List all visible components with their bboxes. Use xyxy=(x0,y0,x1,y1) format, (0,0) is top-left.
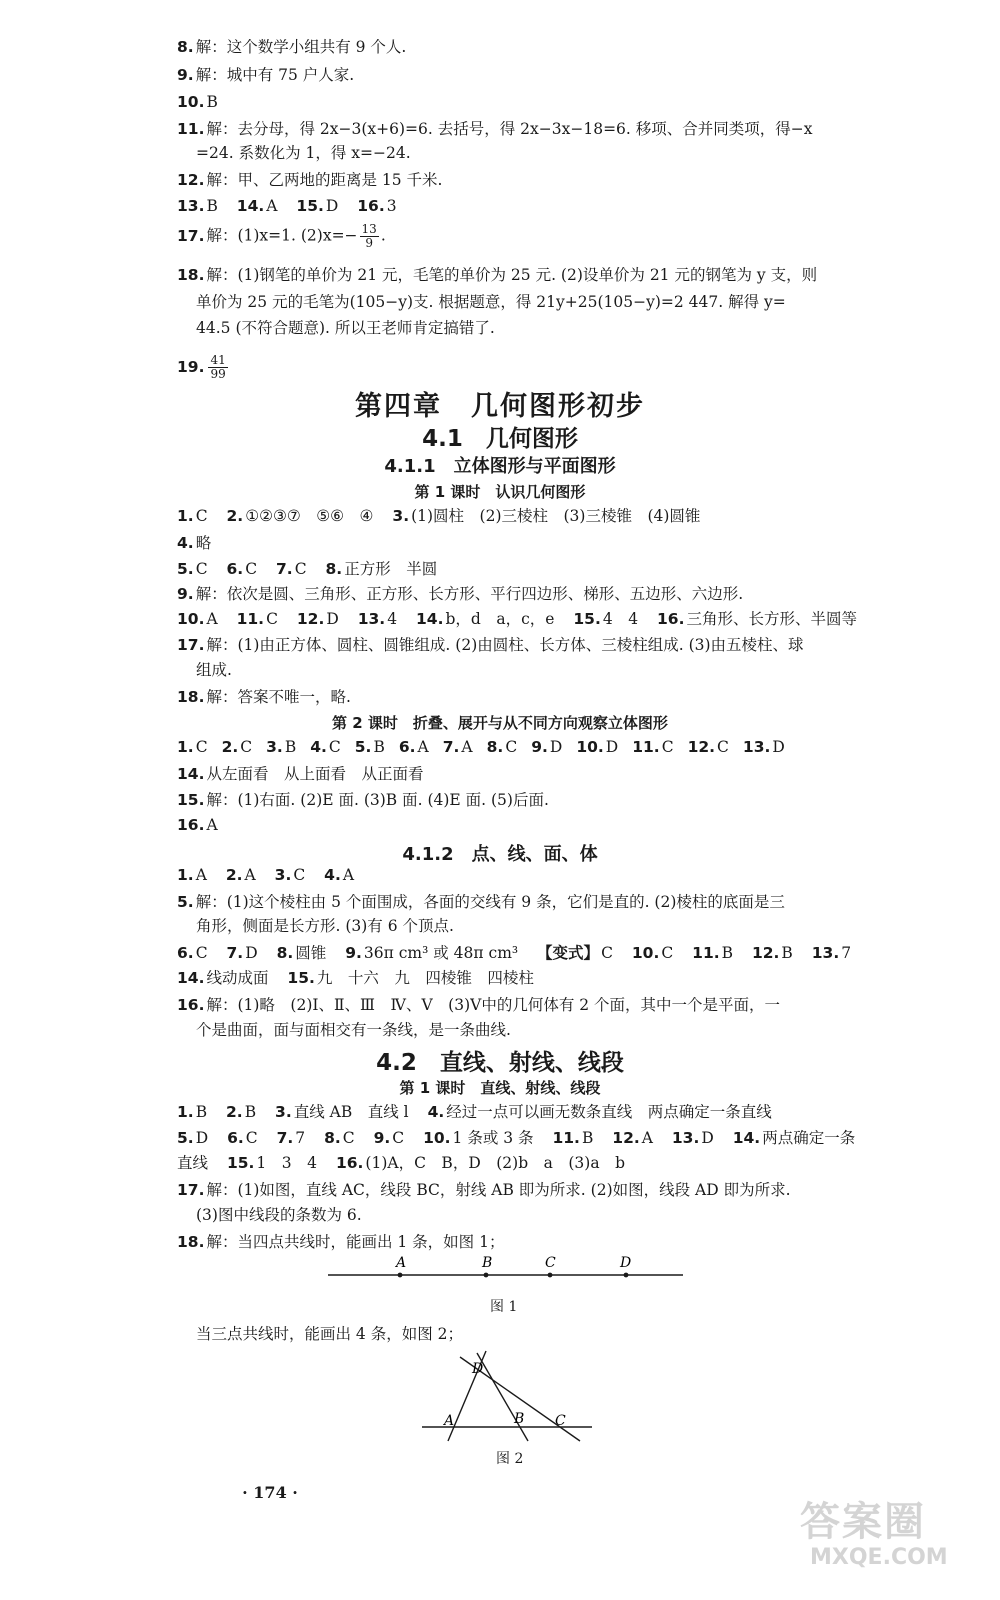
question-number: 5. xyxy=(354,738,372,756)
answer-11: 11. 解：去分母，得 2x−3(x+6)=6. 去括号，得 2x−3x−18=6. 移项、合并同类项，得−x xyxy=(177,120,813,138)
answer-19: 19. $\frac{41}{99}$ xyxy=(177,353,226,381)
fig2-label-d: D xyxy=(472,1361,484,1377)
page-number: · 174 · xyxy=(242,1483,298,1502)
answer-12: 12. 解：甲、乙两地的距离是 15 千米. xyxy=(177,171,443,189)
answer-value: C xyxy=(717,738,729,756)
fig1-label-a: A xyxy=(396,1255,407,1271)
l2-row-1 xyxy=(177,736,785,758)
fig1-label-c: C xyxy=(545,1255,556,1271)
lesson-title: 第 1 课时 认识几何图形 xyxy=(414,483,586,501)
fig1-label-d: D xyxy=(620,1255,632,1271)
subsection-title-2: 4.1.2 点、线、面、体 xyxy=(402,844,598,865)
fig1-point-d xyxy=(624,1273,629,1278)
l3-row-5: 5. 解：(1)这个棱柱由 5 个面围成，各面的交线有 9 条，它们是直的. (2)棱柱的底面是三 xyxy=(177,893,785,911)
answer-18: 18. 解：(1)钢笔的单价为 21 元，毛笔的单价为 25 元. (2)设单价为 21 元的钢笔为 y 支，则 xyxy=(177,266,818,284)
l4-row-5b: 直线 15. 1 3 4 16. (1)A，C B，D (2)b a (3)a b xyxy=(177,1154,625,1172)
fraction: $\frac{13}{9}$ xyxy=(361,222,377,250)
fig1-label-b: B xyxy=(482,1255,493,1271)
answer-value: A xyxy=(417,738,429,756)
fig1-point-a xyxy=(398,1273,403,1278)
question-number: 1. xyxy=(177,738,194,756)
question-number: 8. xyxy=(486,738,504,756)
answers-13-16: 13. B 14. A 15. D 16. 3 xyxy=(177,197,397,215)
figure-1 xyxy=(320,1250,700,1290)
l1-row-17: 17. 解：(1)由正方体、圆柱、圆锥组成. (2)由圆柱、长方体、三棱柱组成. (3)由五棱柱、球 xyxy=(177,636,804,654)
l2-row-16: 16. A xyxy=(177,816,218,834)
figure-2-caption: 图 2 xyxy=(496,1451,524,1467)
question-number: 12. xyxy=(687,738,716,756)
answer-value: C xyxy=(505,738,518,756)
question-number: 10. xyxy=(576,738,604,756)
answer-8: 8. 解：这个数学小组共有 9 个人. xyxy=(177,38,407,56)
mid-text: 当三点共线时，能画出 4 条，如图 2； xyxy=(196,1325,464,1343)
chapter-title: 第四章 几何图形初步 xyxy=(355,391,645,422)
l1-row-1: 1. C 2. ①②③⑦ ⑤⑥ ④ 3. (1)圆柱 (2)三棱柱 (3)三棱锥 (4)圆锥 xyxy=(177,507,701,525)
l1-row-4: 4. 略 xyxy=(177,534,212,552)
answer-11-cont: =24. 系数化为 1，得 x=−24. xyxy=(196,144,411,162)
l3-row-6: 6. C 7. D 8. 圆锥 9. 36π cm³ 或 48π cm³ 【变式】 C 10. C 11. B 12. B 13. 7 xyxy=(177,944,852,962)
lesson-title-3: 第 1 课时 直线、射线、线段 xyxy=(399,1079,601,1097)
watermark-url: MXQE.COM xyxy=(810,1545,948,1570)
answer-value: D xyxy=(605,738,619,756)
l3-row-16: 16. 解：(1)略 (2)Ⅰ、Ⅱ、Ⅲ Ⅳ、Ⅴ (3)Ⅴ中的几何体有 2 个面，其中一个是平面，一 xyxy=(177,996,781,1014)
question-number: 9. xyxy=(531,738,548,756)
fig1-point-b xyxy=(484,1273,489,1278)
answer-9: 9. 解：城中有 75 户人家. xyxy=(177,66,355,84)
answer-value: D xyxy=(772,738,785,756)
fig2-label-b: B xyxy=(514,1411,525,1427)
subsection-title: 4.1.1 立体图形与平面图形 xyxy=(384,456,616,477)
section-title: 4.1 几何图形 xyxy=(422,426,578,452)
l1-row-5: 5. C 6. C 7. C 8. 正方形 半圆 xyxy=(177,560,438,578)
fig1-point-c xyxy=(548,1273,553,1278)
l4-row-18: 18. 解：当四点共线时，能画出 1 条，如图 1； xyxy=(177,1233,505,1251)
section-title-2: 4.2 直线、射线、线段 xyxy=(376,1050,624,1076)
fig2-label-a: A xyxy=(444,1413,455,1429)
l4-row-17-cont: (3)图中线段的条数为 6. xyxy=(196,1206,362,1224)
question-number: 6. xyxy=(398,738,416,756)
answer-17: 17. 解：(1)x=1. (2)x=− $\frac{13}{9}$ . xyxy=(177,222,386,250)
answer-value: D xyxy=(549,738,563,756)
watermark-logo: 答案圈 xyxy=(800,1499,926,1545)
answer-value: B xyxy=(373,738,385,756)
l2-row-15: 15. 解：(1)右面. (2)E 面. (3)B 面. (4)E 面. (5)后面. xyxy=(177,791,549,809)
l4-row-1: 1. B 2. B 3. 直线 AB 直线 l 4. 经过一点可以画无数条直线 两点确定一条直线 xyxy=(177,1103,772,1121)
question-number: 4. xyxy=(310,738,327,756)
fraction: $\frac{41}{99}$ xyxy=(210,353,226,381)
lesson-title-2: 第 2 课时 折叠、展开与从不同方向观察立体图形 xyxy=(332,714,668,732)
answer-value: C xyxy=(661,738,674,756)
figure-2 xyxy=(420,1345,600,1445)
l1-row-18: 18. 解：答案不唯一，略. xyxy=(177,688,351,706)
l4-row-5: 5. D 6. C 7. 7 8. C 9. C 10. 1 条或 3 条 11. B 12. A 13. D 14. 两点确定一条 xyxy=(177,1129,856,1147)
figure-1-caption: 图 1 xyxy=(490,1299,518,1315)
answer-10: 10. B xyxy=(177,93,218,111)
question-number: 2. xyxy=(221,738,239,756)
question-number: 7. xyxy=(442,738,460,756)
answer-value: C xyxy=(240,738,253,756)
l1-row-17-cont: 组成. xyxy=(196,661,232,679)
answer-18-cont2: 44.5 (不符合题意). 所以王老师肯定搞错了. xyxy=(196,319,495,337)
answer-value: A xyxy=(461,738,473,756)
answer-18-cont: 单价为 25 元的毛笔为(105−y)支. 根据题意，得 21y+25(105−y)=2 447. 解得 y= xyxy=(196,293,786,311)
l3-row-5-cont: 角形，侧面是长方形. (3)有 6 个顶点. xyxy=(196,917,454,935)
question-number: 13. xyxy=(742,738,771,756)
l3-row-14: 14. 线动成面 15. 九 十六 九 四棱锥 四棱柱 xyxy=(177,969,534,987)
l4-row-17: 17. 解：(1)如图，直线 AC，线段 BC，射线 AB 即为所求. (2)如图，线段 AD 即为所求. xyxy=(177,1181,791,1199)
l3-row-16-cont: 个是曲面，面与面相交有一条线，是一条曲线. xyxy=(196,1021,511,1039)
question-number: 3. xyxy=(266,738,283,756)
fig2-label-c: C xyxy=(555,1413,566,1429)
answer-value: B xyxy=(284,738,297,756)
question-number: 11. xyxy=(632,738,660,756)
fig2-line-bd xyxy=(477,1353,528,1441)
answer-value: C xyxy=(328,738,341,756)
answer-value: C xyxy=(195,738,208,756)
l2-row-14: 14. 从左面看 从上面看 从正面看 xyxy=(177,765,424,783)
l1-row-10: 10. A 11. C 12. D 13. 4 14. b，d a，c，e 15. 4 4 16. 三角形、长方形、半圆等 xyxy=(177,610,857,628)
l1-row-9: 9. 解：依次是圆、三角形、正方形、长方形、平行四边形、梯形、五边形、六边形. xyxy=(177,585,744,603)
l3-row-1: 1. A 2. A 3. C 4. A xyxy=(177,866,355,884)
